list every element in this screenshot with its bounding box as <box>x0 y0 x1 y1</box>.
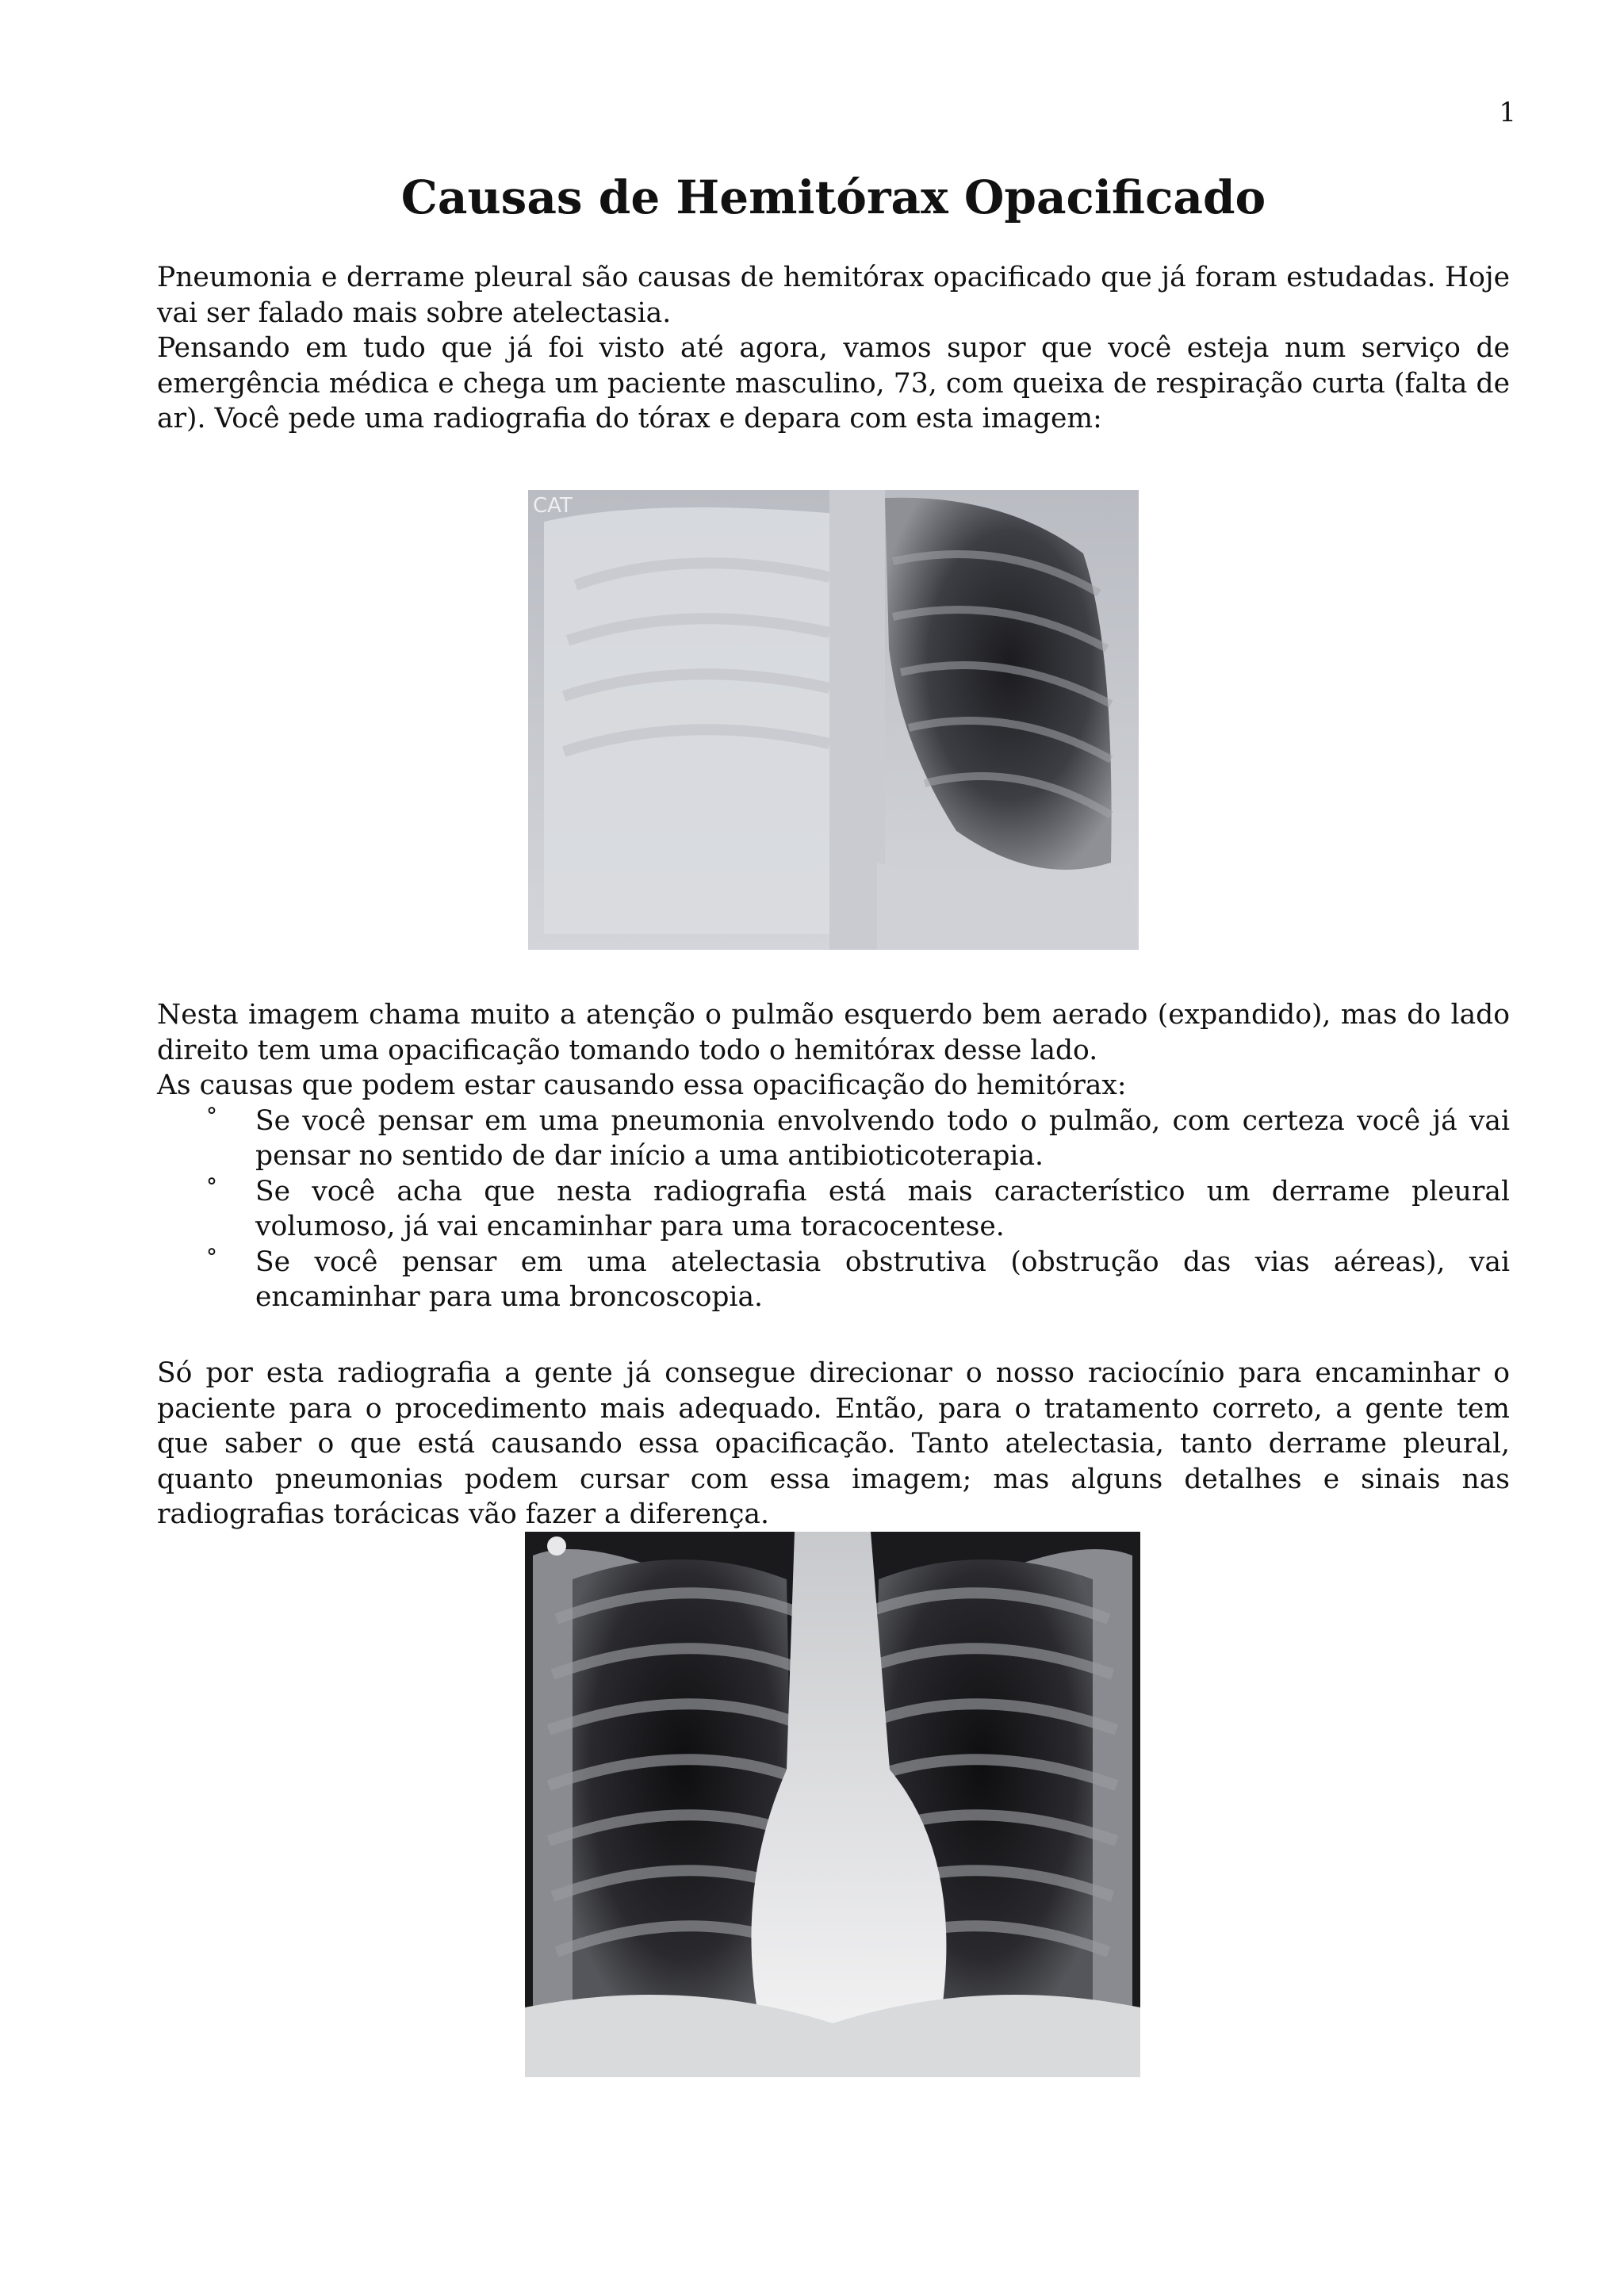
cause-text: Se você pensar em uma atelectasia obstrutiva (obstrução das vias aéreas), vai encaminhar para uma broncoscopia. <box>255 1246 1510 1313</box>
xray-corner-label: CAT <box>533 494 573 518</box>
intro-paragraph-1: Pneumonia e derrame pleural são causas de hemitórax opacificado que já foram estudadas. Hoje vai ser falado mais sobre atelectasia. <box>157 262 1510 329</box>
xray-normal-image <box>525 1532 1140 2077</box>
intro-section <box>157 260 1510 437</box>
bullet-icon: ° <box>206 1102 217 1129</box>
causes-list <box>157 1104 1510 1315</box>
cause-text: Se você pensar em uma pneumonia envolvendo todo o pulmão, com certeza você já vai pensar no sentido de dar início a uma antibioticoterapia. <box>255 1104 1510 1172</box>
analysis-section <box>157 997 1510 1315</box>
list-item <box>157 1245 1510 1315</box>
list-item <box>157 1174 1510 1245</box>
cause-text: Se você acha que nesta radiografia está mais característico um derrame pleural volumoso, já vai encaminhar para uma toracocentese. <box>255 1175 1510 1242</box>
page-number: 1 <box>1499 97 1516 128</box>
bullet-icon: ° <box>206 1173 217 1200</box>
conclusion-section <box>157 1356 1510 1533</box>
xray-opacified-image <box>528 490 1139 950</box>
bullet-icon: ° <box>206 1243 217 1270</box>
chest-xray-normal <box>525 1532 1140 2077</box>
list-item <box>157 1104 1510 1174</box>
page-title: Causas de Hemitórax Opacificado <box>400 170 1266 224</box>
intro-paragraph-2: Pensando em tudo que já foi visto até agora, vamos supor que você esteja num serviço de emergência médica e chega um paciente masculino, 73, com queixa de respiração curta (falta de ar). Você pede uma radiografia do tórax e depara com esta imagem: <box>157 332 1510 434</box>
analysis-paragraph-2: As causas que podem estar causando essa opacificação do hemitórax: <box>157 1070 1127 1101</box>
conclusion-paragraph: Só por esta radiografia a gente já consegue direcionar o nosso raciocínio para encaminhar o paciente para o procedimento mais adequado. Então, para o tratamento correto, a gente tem que saber o que está causando essa opacificação. Tanto atelectasia, tanto derrame pleural, quanto pneumonias podem cursar com essa imagem; mas alguns detalhes e sinais nas radiografias torácicas vão fazer a diferença. <box>157 1357 1510 1530</box>
chest-xray-opacified-right <box>528 490 1139 950</box>
analysis-paragraph-1: Nesta imagem chama muito a atenção o pulmão esquerdo bem aerado (expandido), mas do lado direito tem uma opacificação tomando todo o hemitórax desse lado. <box>157 999 1510 1066</box>
